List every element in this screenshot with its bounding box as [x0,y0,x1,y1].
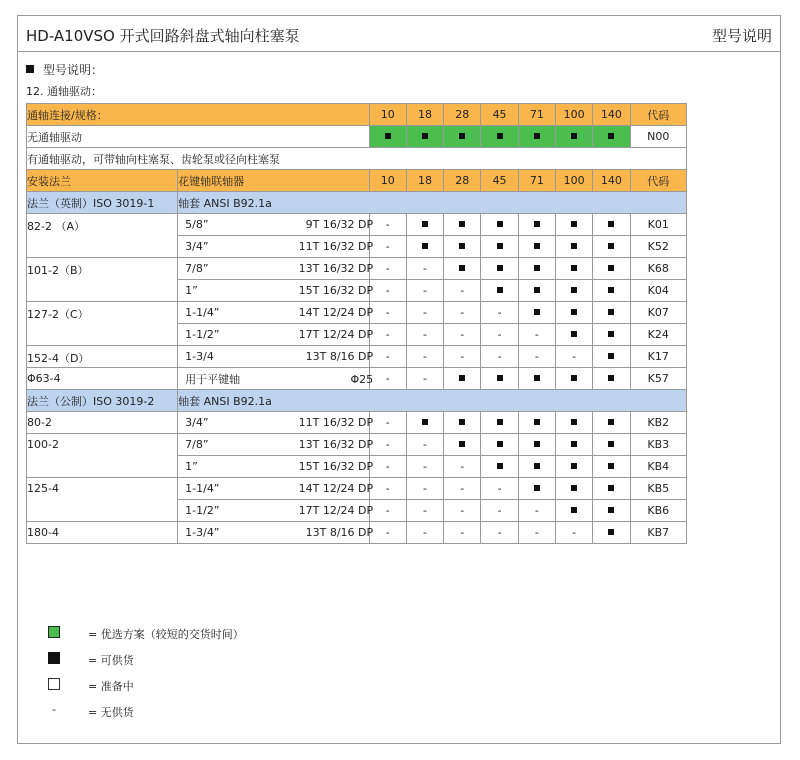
black-square-icon [497,375,503,381]
available-mark [555,368,592,390]
table2-header-row [27,170,687,192]
shaft-size: 3/4” [185,240,209,253]
black-square-icon [608,133,614,139]
black-square-icon [497,133,503,139]
not-available-mark: - [406,434,443,456]
spline-spec: 11T 16/32 DP [298,240,374,253]
black-square-icon [459,441,465,447]
code-cell: KB7 [630,522,686,544]
page-title: HD-A10VSO 开式回路斜盘式轴向柱塞泵 [26,27,300,45]
table1-header-row [27,104,687,126]
not-available-mark: - [369,214,406,236]
code-cell: K01 [630,214,686,236]
size-header: 45 [481,170,518,192]
not-available-mark: - [518,522,555,544]
spline-spec: 13T 16/32 DP [298,262,374,275]
not-available-mark: - [444,522,481,544]
black-square-icon [459,221,465,227]
code-cell: K17 [630,346,686,368]
black-square-icon [534,243,540,249]
available-mark [518,258,555,280]
table1-row-no-through-drive [27,126,687,148]
black-square-icon [608,265,614,271]
spline-cell [178,324,374,346]
available-mark [518,434,555,456]
black-square-icon [534,221,540,227]
available-mark [555,434,592,456]
not-available-mark: - [406,478,443,500]
not-available-mark: - [481,302,518,324]
black-square-icon [608,463,614,469]
available-mark [406,126,443,148]
group-flange: 法兰（英制）ISO 3019-1 [27,192,178,214]
black-square-icon [608,529,614,535]
available-mark [555,500,592,522]
black-square-icon [497,265,503,271]
available-mark [593,258,630,280]
spline-spec: 14T 12/24 DP [298,306,374,319]
size-header: 100 [555,170,592,192]
size-header: 140 [593,170,630,192]
group-row [27,390,687,412]
section-heading [26,61,103,78]
black-square-icon [608,287,614,293]
available-mark [481,280,518,302]
black-square-icon [571,485,577,491]
available-mark [555,280,592,302]
available-mark [444,434,481,456]
code-header: 代码 [630,104,686,126]
available-mark [444,258,481,280]
page-frame [17,15,781,744]
not-available-mark: - [369,434,406,456]
available-mark [518,302,555,324]
section-heading-text: 型号说明： [43,63,104,77]
shaft-size: 1” [185,284,198,297]
available-mark [481,258,518,280]
black-square-icon [571,441,577,447]
legend-text: = 优选方案（较短的交货时间） [88,628,244,641]
available-mark [444,126,481,148]
not-available-mark: - [406,324,443,346]
black-square-icon [608,243,614,249]
table-row [27,346,687,368]
table-row [27,368,687,390]
available-mark [555,126,592,148]
header-label: 通轴连接/规格： [27,104,370,126]
available-mark [555,324,592,346]
black-square-icon [608,309,614,315]
not-available-mark: - [444,302,481,324]
size-header: 18 [406,170,443,192]
spline-spec: 11T 16/32 DP [298,416,374,429]
shaft-size: 1-3/4 [185,350,214,363]
code-cell: KB3 [630,434,686,456]
not-available-mark: - [481,500,518,522]
black-square-icon [608,375,614,381]
black-square-icon [571,287,577,293]
black-square-icon [459,265,465,271]
table-row [27,302,687,324]
available-mark [481,434,518,456]
black-square-icon [497,419,503,425]
available-mark [593,346,630,368]
legend-text: = 准备中 [88,680,134,693]
black-square-icon [534,419,540,425]
available-mark [593,522,630,544]
black-square-icon [385,133,391,139]
available-mark [593,478,630,500]
available-mark [481,126,518,148]
size-header: 45 [481,104,518,126]
black-square-icon [571,331,577,337]
black-square-icon [459,243,465,249]
available-mark [518,280,555,302]
available-mark [555,478,592,500]
spline-cell [178,368,374,390]
available-mark [406,214,443,236]
not-available-mark: - [555,522,592,544]
black-square-icon [608,221,614,227]
code-cell: K04 [630,280,686,302]
not-available-mark: - [369,412,406,434]
size-header: 140 [593,104,630,126]
not-available-mark: - [481,478,518,500]
not-available-mark: - [444,478,481,500]
code-cell: KB4 [630,456,686,478]
flange-cell: 125-4 [27,478,178,522]
available-mark [369,126,406,148]
black-square-icon [571,309,577,315]
spline-spec: 13T 8/16 DP [305,350,374,363]
black-square-icon [422,221,428,227]
not-available-mark: - [444,500,481,522]
not-available-mark: - [369,368,406,390]
not-available-mark: - [444,346,481,368]
flange-cell: 82-2 （A） [27,214,178,258]
not-available-mark: - [369,500,406,522]
size-header: 28 [444,104,481,126]
code-cell: K57 [630,368,686,390]
shaft-size: 1-1/2” [185,504,220,517]
shaft-size: 1-1/4” [185,482,220,495]
black-square-icon [459,419,465,425]
black-square-icon [571,463,577,469]
not-available-mark: - [481,346,518,368]
available-mark [444,214,481,236]
flange-cell: 80-2 [27,412,178,434]
size-header: 10 [369,104,406,126]
black-square-icon [571,419,577,425]
not-available-mark: - [406,302,443,324]
code-cell: KB5 [630,478,686,500]
available-mark [481,236,518,258]
square-bullet-icon [26,65,34,73]
table-row [27,478,687,500]
available-mark [518,478,555,500]
spline-cell [178,346,374,368]
black-square-icon [608,507,614,513]
black-square-icon [534,463,540,469]
note-text: 有通轴驱动，可带轴向柱塞泵、齿轮泵或径向柱塞泵 [27,148,687,170]
available-mark [593,126,630,148]
table-row [27,412,687,434]
not-available-mark: - [481,522,518,544]
spline-cell [178,412,374,434]
spline-spec: 15T 16/32 DP [298,284,374,297]
not-available-mark: - [444,280,481,302]
code-cell: K68 [630,258,686,280]
not-available-mark: - [406,456,443,478]
flange-cell: 152-4（D） [27,346,178,368]
code-cell: N00 [630,126,686,148]
shaft-size: 1-1/2” [185,328,220,341]
spline-spec: 17T 12/24 DP [298,328,374,341]
legend-text: = 无供货 [88,706,134,719]
not-available-mark: - [481,324,518,346]
not-available-mark: - [444,324,481,346]
available-mark [518,236,555,258]
group-row [27,192,687,214]
available-mark [444,368,481,390]
available-mark [406,412,443,434]
not-available-mark: - [406,522,443,544]
available-mark [593,368,630,390]
black-square-icon [608,441,614,447]
black-square-icon [608,419,614,425]
black-square-icon [422,133,428,139]
available-mark [593,434,630,456]
not-available-mark: - [369,302,406,324]
table-row [27,434,687,456]
shaft-size: 1” [185,460,198,473]
size-header: 100 [555,104,592,126]
size-header: 28 [444,170,481,192]
available-mark [593,324,630,346]
code-cell: K52 [630,236,686,258]
black-square-icon [534,375,540,381]
not-available-mark: - [406,346,443,368]
black-square-icon [422,419,428,425]
available-mark [481,214,518,236]
not-available-mark: - [406,500,443,522]
coupling-header: 花键轴联轴器 [178,170,369,192]
not-available-mark: - [369,236,406,258]
table-row [27,214,687,236]
black-square-icon [608,353,614,359]
available-mark [593,456,630,478]
page-header [18,16,780,52]
table-row [27,522,687,544]
code-header: 代码 [630,170,686,192]
shaft-size: 7/8” [185,262,209,275]
black-square-icon [571,243,577,249]
available-mark [593,214,630,236]
note-row [27,148,687,170]
black-square-icon [571,375,577,381]
available-mark [555,214,592,236]
flange-cell: 101-2（B） [27,258,178,302]
flange-cell: Φ63-4 [27,368,178,390]
not-available-mark: - [369,478,406,500]
spline-cell [178,478,374,500]
not-available-mark: - [369,324,406,346]
black-square-icon [571,221,577,227]
available-mark [593,280,630,302]
not-available-mark: - [369,280,406,302]
shaft-size: 1-1/4” [185,306,220,319]
spline-spec: 13T 8/16 DP [305,526,374,539]
not-available-mark: - [518,346,555,368]
black-square-icon [459,375,465,381]
black-square-icon [608,331,614,337]
spline-cell [178,280,374,302]
size-header: 71 [518,104,555,126]
not-available-mark: - [369,258,406,280]
available-mark [444,412,481,434]
black-square-icon [534,287,540,293]
code-cell: K07 [630,302,686,324]
flange-header: 安装法兰 [27,170,178,192]
group-flange: 法兰（公制）ISO 3019-2 [27,390,178,412]
shaft-size: 3/4” [185,416,209,429]
spline-spec: 17T 12/24 DP [298,504,374,517]
black-square-icon [534,133,540,139]
black-square-icon [534,485,540,491]
not-available-mark: - [406,280,443,302]
not-available-mark: - [444,456,481,478]
black-square-icon [497,463,503,469]
flange-cell: 100-2 [27,434,178,478]
black-square-icon [534,265,540,271]
available-mark [518,456,555,478]
spline-spec: 13T 16/32 DP [298,438,374,451]
black-square-icon [534,309,540,315]
group-coupling: 轴套 ANSI B92.1a [178,390,687,412]
available-mark [555,412,592,434]
available-mark [555,456,592,478]
spline-cell [178,434,374,456]
black-square-icon [571,133,577,139]
spline-spec: 9T 16/32 DP [305,218,374,231]
spline-cell [178,236,374,258]
flange-cell: 180-4 [27,522,178,544]
code-cell: K24 [630,324,686,346]
not-available-mark: - [369,456,406,478]
black-square-icon [571,507,577,513]
dash-icon: - [52,703,56,716]
not-available-mark: - [369,346,406,368]
spline-cell [178,500,374,522]
black-square-icon [608,485,614,491]
available-mark [518,368,555,390]
green-square-icon [48,626,60,638]
available-mark [593,412,630,434]
available-mark [518,214,555,236]
available-mark [481,368,518,390]
spline-spec: 14T 12/24 DP [298,482,374,495]
black-square-icon [497,221,503,227]
available-mark [593,500,630,522]
black-square-icon [497,441,503,447]
section-label: 型号说明 [711,27,772,45]
row-label: 无通轴驱动 [27,126,370,148]
group-coupling: 轴套 ANSI B92.1a [178,192,687,214]
subsection-heading: 12. 通轴驱动： [26,85,102,98]
black-square-icon [48,652,60,664]
through-drive-table [26,103,687,544]
black-square-icon [571,265,577,271]
black-square-icon [497,243,503,249]
code-cell: KB2 [630,412,686,434]
spline-spec: 15T 16/32 DP [298,460,374,473]
not-available-mark: - [406,258,443,280]
available-mark [444,236,481,258]
available-mark [555,302,592,324]
available-mark [555,258,592,280]
black-square-icon [534,441,540,447]
black-square-icon [459,133,465,139]
available-mark [481,412,518,434]
not-available-mark: - [518,324,555,346]
spline-cell [178,522,374,544]
legend-text: = 可供货 [88,654,134,667]
spline-cell [178,456,374,478]
white-square-icon [48,678,60,690]
not-available-mark: - [518,500,555,522]
spline-cell [178,214,374,236]
spline-spec: Φ25 [350,372,374,386]
not-available-mark: - [406,368,443,390]
available-mark [518,412,555,434]
available-mark [406,236,443,258]
shaft-size: 5/8” [185,218,209,231]
table-row [27,258,687,280]
size-header: 18 [406,104,443,126]
available-mark [518,126,555,148]
available-mark [593,236,630,258]
spline-cell [178,258,374,280]
size-header: 71 [518,170,555,192]
flange-cell: 127-2（C） [27,302,178,346]
shaft-size: 1-3/4” [185,526,220,539]
shaft-size: 用于平键轴 [185,372,241,386]
shaft-size: 7/8” [185,438,209,451]
not-available-mark: - [555,346,592,368]
black-square-icon [497,287,503,293]
black-square-icon [422,243,428,249]
available-mark [555,236,592,258]
available-mark [481,456,518,478]
not-available-mark: - [369,522,406,544]
size-header: 10 [369,170,406,192]
code-cell: KB6 [630,500,686,522]
spline-cell [178,302,374,324]
available-mark [593,302,630,324]
